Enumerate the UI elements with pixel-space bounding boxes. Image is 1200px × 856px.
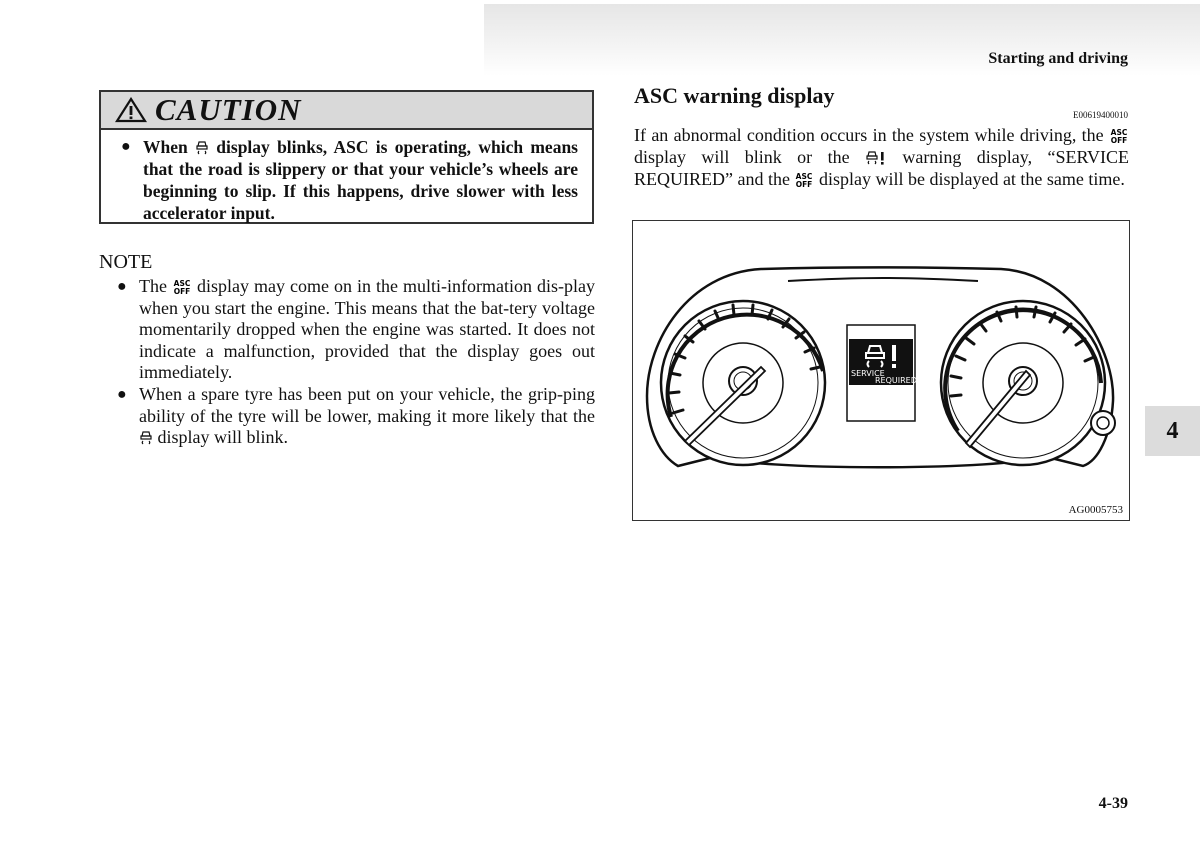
- tachometer-gauge: [941, 301, 1105, 465]
- bullet-icon: ●: [121, 138, 131, 155]
- asc-section-body: If an abnormal condition occurs in the system while driving, the ASC OFF display will blink or the warning display, “SERVICE REQUIRED” and the ASC OFF display will be displayed at the same time.: [634, 125, 1130, 189]
- speedometer-gauge: [661, 301, 825, 465]
- warning-triangle-icon: [115, 97, 147, 123]
- note-list: [117, 276, 595, 449]
- chapter-tab: 4: [1145, 406, 1200, 456]
- asc-slip-icon: [139, 430, 153, 446]
- asc-section-code: E00619400010: [1073, 110, 1128, 120]
- instrument-cluster-illustration: [633, 221, 1129, 520]
- display-required-text: REQUIRED: [875, 376, 917, 385]
- asc-section-title: ASC warning display: [634, 83, 835, 108]
- asc-off-icon: [794, 172, 814, 188]
- caution-text: When display blinks, ASC is operating, which means that the road is slippery or that your vehicle’s wheels are beginning to slip. If this happens, drive slower with less accelerator input.: [143, 137, 578, 223]
- display-service-text: SERVICE: [851, 369, 885, 378]
- asc-off-icon: [172, 279, 192, 295]
- list-item: ● The ASC OFF display may come on in the multi-information dis-play when you start the engine. This means that the bat-tery voltage momentarily dropped when the engine was started. It does not indicate a malfunction, provided that the display goes out immediately.: [117, 276, 596, 383]
- svg-text:ASC: ASC: [796, 172, 813, 181]
- svg-text:ASC: ASC: [1110, 128, 1128, 137]
- asc-warning-icon: [865, 150, 887, 166]
- svg-text:OFF: OFF: [796, 180, 813, 188]
- page-number: 4-39: [1098, 795, 1128, 812]
- svg-text:OFF: OFF: [173, 287, 191, 295]
- asc-slip-icon: [195, 140, 209, 156]
- instrument-cluster-figure: [632, 220, 1130, 521]
- caution-item: [101, 130, 592, 224]
- svg-text:ASC: ASC: [173, 279, 191, 288]
- bullet-icon: ●: [117, 385, 127, 403]
- note-title: NOTE: [99, 251, 153, 273]
- bullet-icon: ●: [117, 278, 127, 295]
- caution-heading: CAUTION: [155, 92, 302, 127]
- asc-off-icon: [1109, 128, 1129, 144]
- svg-text:OFF: OFF: [1110, 136, 1128, 144]
- caution-box: [99, 90, 594, 224]
- section-title: Starting and driving: [988, 50, 1128, 67]
- list-item: ● When a spare tyre has been put on your vehicle, the grip-ping ability of the tyre will be lower, making it more likely that the display will blink.: [117, 383, 595, 448]
- caution-header: [101, 92, 592, 130]
- trip-reset-knob: [1091, 411, 1115, 435]
- figure-code: AG0005753: [1068, 504, 1123, 516]
